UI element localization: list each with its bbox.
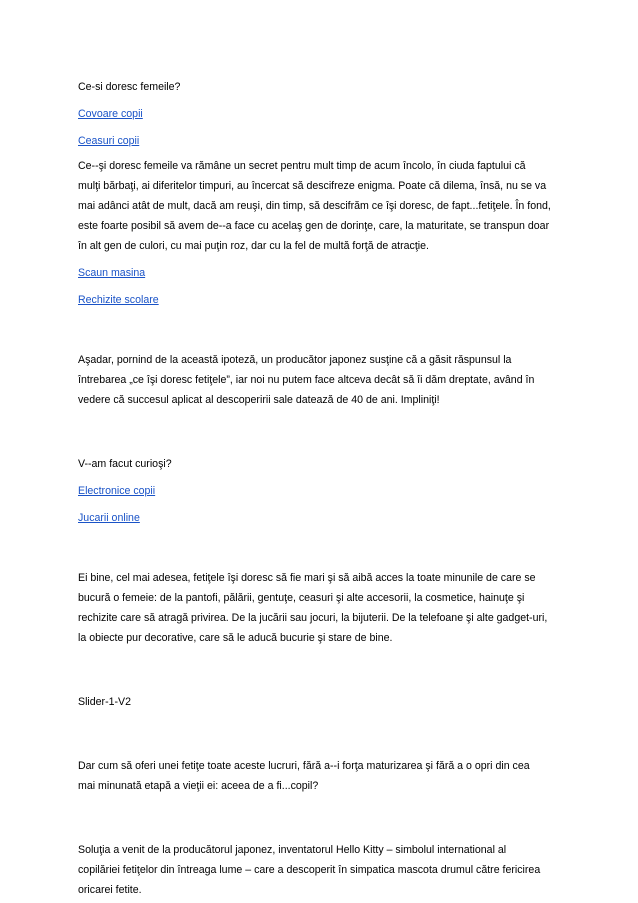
document-title: Ce-si doresc femeile?: [78, 81, 181, 93]
slider-label: Slider-1-V2: [78, 696, 131, 708]
subheading-curiosi: V--am facut curioşi?: [78, 458, 172, 470]
link-rechizite-scolare[interactable]: Rechizite scolare: [78, 294, 159, 306]
link-scaun-masina[interactable]: Scaun masina: [78, 267, 146, 279]
link-covoare-copii[interactable]: Covoare copii: [78, 108, 143, 120]
paragraph-intro: Ce--şi doresc femeile va rămâne un secret pentru mult timp de acum încolo, în ciuda faptului că mulţi bărbaţi, ai diferitelor timpuri, au încercat să descifreze enigma. Poate că dilema, însă, nu se va mai adânci atât de mult, dacă am reuşi, din timp, să descifrăm ce îşi doresc, de fapt...fetiţele. În fond, este foarte posibil să avem de--a face cu acelaş gen de dorinţe, care, la maturitate, se transpun doar în alt gen de culori, cu mai puţin roz, dar cu la fel de multă forţă de atracţie.: [78, 160, 551, 252]
paragraph-question: Dar cum să oferi unei fetiţe toate aceste lucruri, fără a--i forţa maturizarea şi fără a o opri din cea mai minunată etapă a vieţii ei: aceea de a fi...copil?: [78, 760, 530, 792]
link-ceasuri-copii[interactable]: Ceasuri copii: [78, 135, 140, 147]
link-electronice-copii[interactable]: Electronice copii: [78, 485, 156, 497]
paragraph-wishes: Ei bine, cel mai adesea, fetiţele îşi doresc să fie mari şi să aibă acces la toate minunile de care se bucură o femeie: de la pantofi, pălării, gentuţe, ceasuri şi alte accesorii, la cosmetice, hainuţe şi rechizite care să atragă privirea. De la jucării sau jocuri, la bijuterii. De la telefoane şi alte gadget-uri, la obiecte pur decorative, care să le aducă bucurie şi stare de bine.: [78, 572, 548, 644]
paragraph-solution: Soluţia a venit de la producătorul japonez, inventatorul Hello Kitty – simbolul international al copilăriei fetiţelor din întreaga lume – care a descoperit în simpatica mascota drumul către fericirea oricarei fetite.: [78, 844, 541, 896]
paragraph-hypothesis: Aşadar, pornind de la această ipoteză, un producător japonez susţine că a găsit răspunsul la întrebarea „ce îşi doresc fetiţele”, iar noi nu putem face altceva decât să îi dăm dreptate, având în vedere că succesul aplicat al descoperirii sale datează de 40 de ani. Impliniţi!: [78, 354, 535, 406]
link-jucarii-online[interactable]: Jucarii online: [78, 512, 140, 524]
